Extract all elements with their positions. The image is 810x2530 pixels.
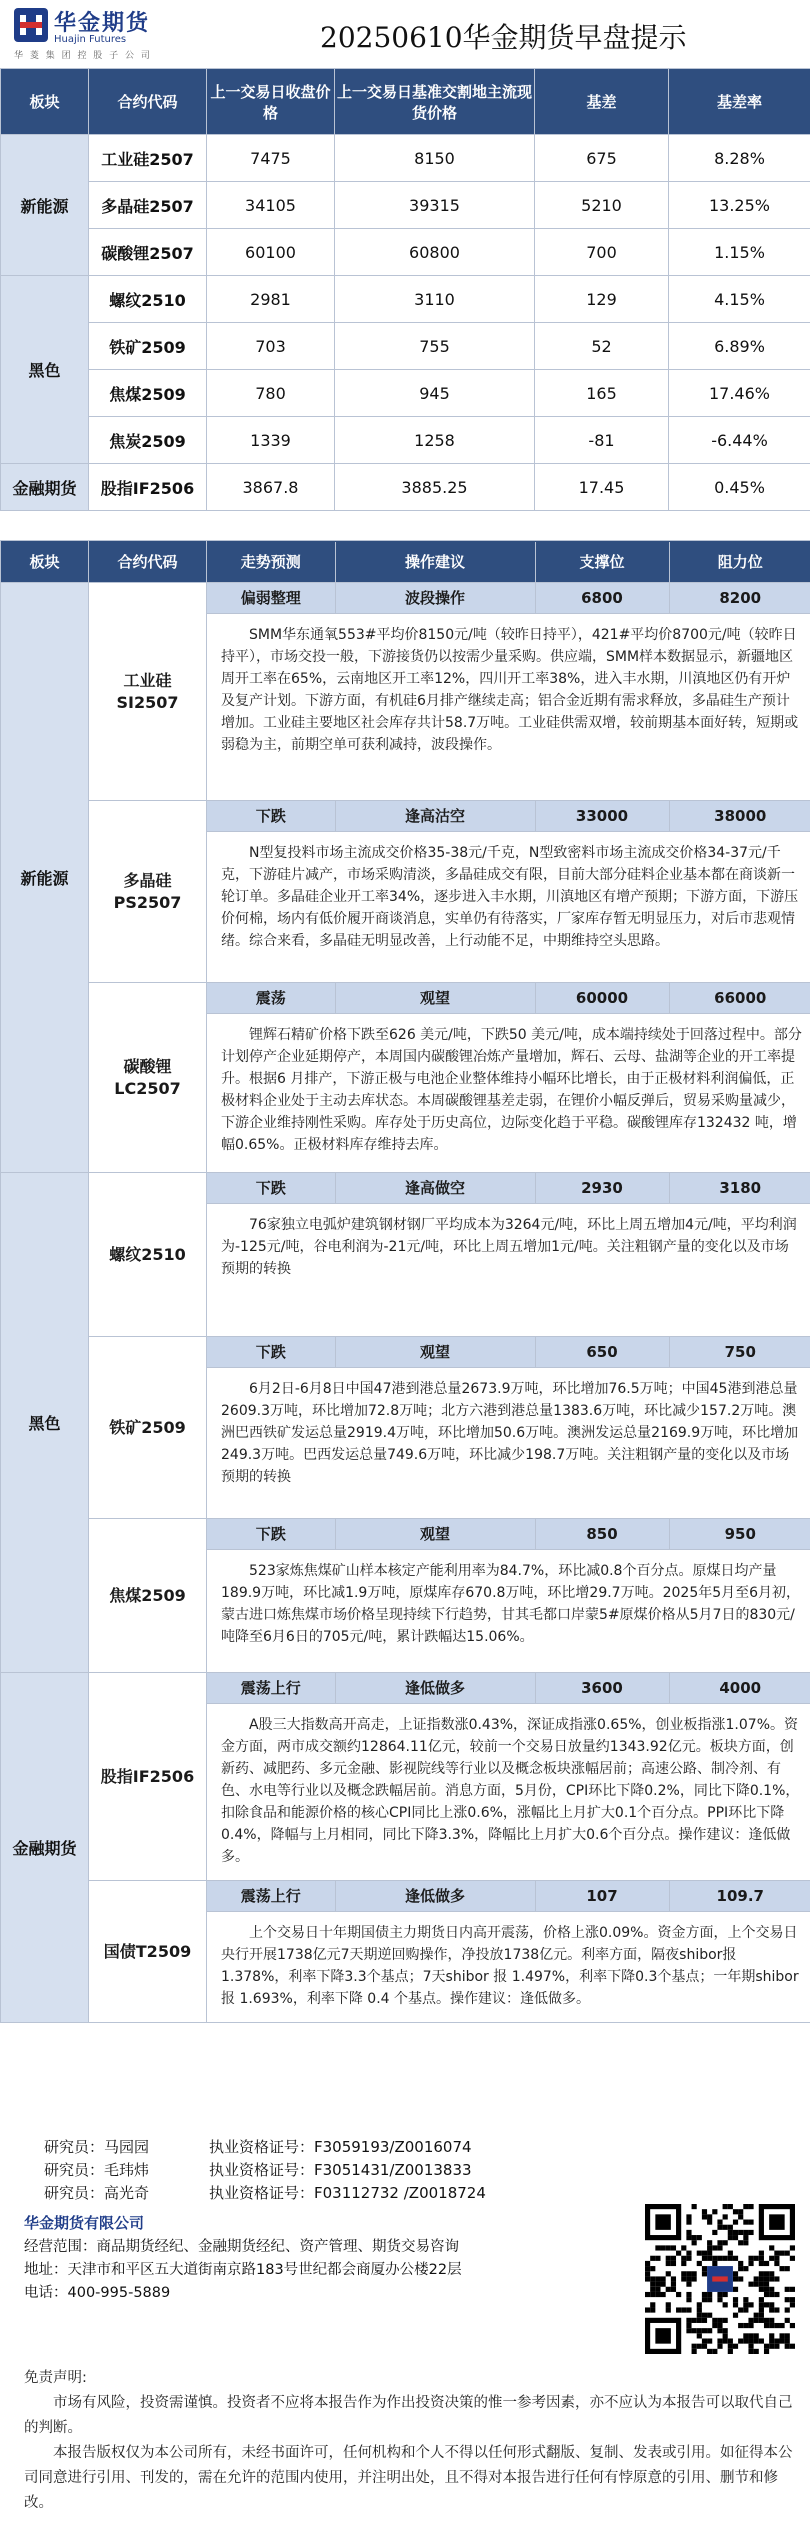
strategy-detail	[207, 1337, 810, 1519]
support-level: 107	[535, 1881, 669, 1911]
resistance-level: 750	[669, 1337, 810, 1367]
operation-advice: 逢高沽空	[335, 801, 535, 831]
contract-name: 工业硅	[123, 670, 172, 690]
operation-advice: 观望	[335, 983, 535, 1013]
spot-price: 60800	[335, 229, 535, 276]
basis-rate: 0.45%	[669, 464, 810, 511]
basis-value: 675	[535, 135, 669, 182]
basis-row	[1, 276, 810, 323]
contract-code	[89, 801, 207, 983]
disclaimer-paragraph: 市场有风险，投资需谨慎。投资者不应将本报告作为作出投资决策的惟一参考因素，亦不应认为本报告可以取代自己的判断。	[24, 2395, 793, 2436]
close-price: 703	[207, 323, 335, 370]
contract-code: 碳酸锂2507	[89, 229, 207, 276]
trend-forecast: 震荡上行	[207, 1673, 335, 1703]
contract-name: 国债T2509	[103, 1941, 192, 1961]
resistance-level: 950	[669, 1519, 810, 1549]
contract-code	[89, 1173, 207, 1337]
strategy-metrics	[207, 1673, 810, 1704]
market-commentary: SMM华东通氧553#平均价8150元/吨（较昨日持平），421#平均价8700元/吨（较昨日持平），市场交投一般，下游接货仍以按需少量采购。供应端，SMM样本数据显示，新疆地区周开工率在65%，云南地区开工率12%，四川开工率38%，进入丰水期，川滇地区仍有开炉及复产计划。下游方面，有机硅6月排产继续走高；铝合金近期有需求释放，多晶硅生产预计增加。工业硅主要地区社会库存共计58.7万吨。工业硅供需双增，较前期基本面好转，短期或弱稳为主，前期空单可获利减持，波段操作。	[221, 626, 799, 753]
analyst-name: 研究员：毛玮炜	[44, 2161, 150, 2179]
firm-phone: 电话：400-995-5889	[24, 2285, 171, 2301]
strategy-metrics	[207, 1173, 810, 1204]
strategy-row	[1, 983, 810, 1173]
sector-label: 黑色	[1, 1173, 89, 1673]
sector-label: 金融期货	[1, 464, 89, 511]
strategy-metrics	[207, 1519, 810, 1550]
trend-forecast: 偏弱整理	[207, 583, 335, 613]
firm-name: 华金期货有限公司	[24, 2214, 145, 2232]
contract-symbol: PS2507	[113, 892, 182, 912]
basis-value: 5210	[535, 182, 669, 229]
contract-code	[89, 1337, 207, 1519]
trend-forecast: 下跌	[207, 1337, 335, 1367]
basis-header-row	[1, 69, 810, 135]
resistance-level: 4000	[669, 1673, 810, 1703]
market-commentary: 523家炼焦煤矿山样本核定产能利用率为84.7%，环比减0.8个百分点。原煤日均产量189.9万吨，环比减1.9万吨，原煤库存670.8万吨，环比增29.7万吨。2025年5月至6月初，蒙古进口炼焦煤市场价格呈现持续下行趋势，甘其毛都口岸蒙5#原煤价格从5月7日的830元/吨降至6月6日的705元/吨，累计跌幅达15.06%。	[221, 1562, 801, 1645]
operation-advice: 观望	[335, 1337, 535, 1367]
spot-price: 755	[335, 323, 535, 370]
strategy-row	[1, 1519, 810, 1673]
spot-price: 39315	[335, 182, 535, 229]
support-level: 3600	[535, 1673, 669, 1703]
basis-row	[1, 370, 810, 417]
sector-label: 黑色	[1, 276, 89, 464]
trend-forecast: 震荡	[207, 983, 335, 1013]
resistance-level: 38000	[669, 801, 810, 831]
strategy-detail	[207, 983, 810, 1173]
operation-advice: 观望	[335, 1519, 535, 1549]
analyst-name: 研究员：高光奇	[44, 2184, 150, 2202]
contract-code: 股指IF2506	[89, 464, 207, 511]
basis-rate: 4.15%	[669, 276, 810, 323]
strategy-header-inner	[207, 542, 810, 582]
disclaimer	[24, 2366, 794, 2516]
logo-english-name: Huajin Futures	[54, 34, 127, 45]
support-level: 850	[535, 1519, 669, 1549]
trend-forecast: 下跌	[207, 1519, 335, 1549]
spot-price: 8150	[335, 135, 535, 182]
market-commentary: 76家独立电弧炉建筑钢材钢厂平均成本为3264元/吨，环比上周五增加4元/吨，平均利润为-125元/吨，谷电利润为-21元/吨，环比上周五增加1元/吨。关注粗钢产量的变化以及市场预期的转换	[221, 1216, 797, 1277]
contract-code: 焦炭2509	[89, 417, 207, 464]
basis-row	[1, 464, 810, 511]
market-commentary: N型复投料市场主流成交价格35-38元/千克，N型致密料市场主流成交价格34-37元/千克，下游硅片减产，市场采购清淡，多晶硅成交有限，目前大部分硅料企业基本都在商谈新一轮订单。多晶硅企业开工率34%，逐步进入丰水期，川滇地区有增产预期；下游方面，下游压价何棉，场内有低价履开商谈消息，实单仍有待落实，厂家库存暂无明显压力，对后市悲观情绪。综合来看，多晶硅无明显改善，上行动能不足，中期维持空头思路。	[221, 844, 799, 949]
support-level: 650	[535, 1337, 669, 1367]
contract-name: 螺纹2510	[109, 1244, 186, 1264]
strategy-table	[0, 540, 810, 2023]
spot-price: 1258	[335, 417, 535, 464]
basis-table	[0, 68, 810, 511]
basis-rate: 13.25%	[669, 182, 810, 229]
strategy-metrics	[207, 1881, 810, 1912]
basis-value: 17.45	[535, 464, 669, 511]
disclaimer-title: 免责声明:	[24, 2370, 87, 2386]
header-close-price: 上一交易日收盘价格	[207, 69, 335, 135]
header-sector: 板块	[1, 69, 89, 135]
header-resistance: 阻力位	[669, 542, 810, 582]
contract-code	[89, 1673, 207, 1881]
trend-forecast: 下跌	[207, 1173, 335, 1203]
contract-symbol: SI2507	[116, 692, 179, 712]
contract-code: 螺纹2510	[89, 276, 207, 323]
strategy-detail	[207, 1881, 810, 2023]
resistance-level: 109.7	[669, 1881, 810, 1911]
trend-forecast: 震荡上行	[207, 1881, 335, 1911]
basis-rate: 17.46%	[669, 370, 810, 417]
basis-rate: 1.15%	[669, 229, 810, 276]
strategy-metrics	[207, 801, 810, 832]
firm-address: 地址：天津市和平区五大道街南京路183号世纪都会商厦办公楼22层	[24, 2262, 462, 2278]
contract-name: 铁矿2509	[109, 1417, 186, 1437]
operation-advice: 逢低做多	[335, 1881, 535, 1911]
contract-name: 焦煤2509	[109, 1585, 186, 1605]
sector-label: 金融期货	[1, 1673, 89, 2023]
company-logo	[14, 6, 224, 62]
header-trend: 走势预测	[240, 553, 301, 571]
strategy-detail	[207, 1519, 810, 1673]
resistance-level: 3180	[669, 1173, 810, 1203]
strategy-row	[1, 1173, 810, 1337]
resistance-level: 66000	[669, 983, 810, 1013]
spot-price: 3885.25	[335, 464, 535, 511]
header-contract-code: 合约代码	[89, 541, 207, 583]
basis-rate: 6.89%	[669, 323, 810, 370]
basis-rate: -6.44%	[669, 417, 810, 464]
report-header	[0, 0, 810, 68]
operation-advice: 逢高做空	[335, 1173, 535, 1203]
qr-code-icon[interactable]	[645, 2204, 795, 2354]
header-support: 支撑位	[535, 542, 669, 582]
contract-name: 股指IF2506	[100, 1766, 195, 1786]
analyst-row	[44, 2136, 486, 2159]
support-level: 60000	[535, 983, 669, 1013]
basis-row	[1, 323, 810, 370]
contract-name: 多晶硅	[123, 870, 172, 890]
close-price: 60100	[207, 229, 335, 276]
header-advice: 操作建议	[335, 542, 535, 582]
strategy-detail	[207, 801, 810, 983]
contract-code: 焦煤2509	[89, 370, 207, 417]
logo-chinese-name: 华金期货	[54, 11, 151, 36]
header-sector: 板块	[1, 541, 89, 583]
logo-subtitle: 华 菱 集 团 控 股 子 公 司	[14, 51, 152, 61]
market-commentary: A股三大指数高开高走，上证指数涨0.43%，深证成指涨0.65%，创业板指涨1.07%。资金方面，两市成交额约12864.11亿元，较前一个交易日放量约1343.92亿元。板块方面，创新药、减肥药、多元金融、影视院线等行业以及概念板块涨幅居前；高速公路、制冷剂、有色、水电等行业以及概念跌幅居前。消息方面，5月份，CPI环比下降0.2%，同比下降0.1%，扣除食品和能源价格的核心CPI同比上涨0.6%，涨幅比上月扩大0.1个百分点。PPI环比下降0.4%，降幅与上月相同，同比下降3.3%，降幅比上月扩大0.6个百分点。操作建议：逢低做多。	[221, 1716, 800, 1865]
close-price: 2981	[207, 276, 335, 323]
strategy-row	[1, 1337, 810, 1519]
strategy-detail	[207, 583, 810, 801]
strategy-row	[1, 1881, 810, 2023]
strategy-row	[1, 1673, 810, 1881]
basis-value: 52	[535, 323, 669, 370]
resistance-level: 8200	[669, 583, 810, 613]
strategy-detail	[207, 1173, 810, 1337]
close-price: 7475	[207, 135, 335, 182]
report-title: 20250610华金期货早盘提示	[320, 21, 687, 54]
support-level: 6800	[535, 583, 669, 613]
contract-code	[89, 1519, 207, 1673]
close-price: 34105	[207, 182, 335, 229]
market-commentary: 6月2日-6月8日中国47港到港总量2673.9万吨，环比增加76.5万吨；中国45港到港总量2609.3万吨，环比增加72.8万吨；北方六港到港总量1383.6万吨，环比减少157.2万吨。澳洲巴西铁矿发运总量2919.4万吨，环比增加50.6万吨。澳洲发运总量2169.9万吨，环比增加249.3万吨。巴西发运总量749.6万吨，环比减少198.7万吨。关注粗钢产量的变化以及市场预期的转换	[221, 1380, 799, 1485]
strategy-metrics	[207, 983, 810, 1014]
basis-value: 129	[535, 276, 669, 323]
contract-code: 工业硅2507	[89, 135, 207, 182]
header-strategy-group	[207, 541, 810, 583]
analyst-cert: 执业资格证号：F3051431/Z0013833	[209, 2161, 472, 2179]
basis-rate: 8.28%	[669, 135, 810, 182]
header-basis: 基差	[535, 69, 669, 135]
basis-row	[1, 182, 810, 229]
contract-code	[89, 1881, 207, 2023]
huajin-logo-icon	[14, 8, 48, 42]
contract-code: 多晶硅2507	[89, 182, 207, 229]
analyst-cert: 执业资格证号：F03112732 /Z0018724	[209, 2184, 486, 2202]
sector-label: 新能源	[1, 583, 89, 1173]
analyst-list	[44, 2136, 486, 2205]
market-commentary: 锂辉石精矿价格下跌至626 美元/吨，下跌50 美元/吨，成本端持续处于回落过程中。部分计划停产企业延期停产，本周国内碳酸锂冶炼产量增加，辉石、云母、盐湖等企业的开工率提升。根据6 月排产，下游正极与电池企业整体维持小幅环比增长，由于正极材料利润偏低，正极材料企业处于主动去库状态。本周碳酸锂基差走弱，在锂价小幅反弹后，贸易采购量减少，下游企业维持刚性采购。库存处于历史高位，边际变化趋于平稳。碳酸锂库存132432 吨，增幅0.65%。正极材料库存维持去库。	[221, 1026, 802, 1153]
contract-code	[89, 983, 207, 1173]
contract-symbol: LC2507	[114, 1078, 181, 1098]
close-price: 780	[207, 370, 335, 417]
market-commentary: 上个交易日十年期国债主力期货日内高开震荡，价格上涨0.09%。资金方面，上个交易日央行开展1738亿元7天期逆回购操作，净投放1738亿元。利率方面，隔夜shibor报1.378%，利率下降3.3个基点；7天shibor 报 1.497%，利率下降0.3个基点；一年期shibor报 1.693%，利率下降 0.4 个基点。操作建议：逢低做多。	[221, 1924, 799, 2007]
spot-price: 3110	[335, 276, 535, 323]
business-scope: 经营范围：商品期货经纪、金融期货经纪、资产管理、期货交易咨询	[24, 2239, 459, 2255]
close-price: 1339	[207, 417, 335, 464]
analyst-row	[44, 2159, 486, 2182]
strategy-row	[1, 801, 810, 983]
sector-label: 新能源	[1, 135, 89, 276]
trend-forecast: 下跌	[207, 801, 335, 831]
spot-price: 945	[335, 370, 535, 417]
contract-code	[89, 583, 207, 801]
strategy-detail	[207, 1673, 810, 1881]
contract-name: 碳酸锂	[123, 1056, 172, 1076]
basis-row	[1, 417, 810, 464]
close-price: 3867.8	[207, 464, 335, 511]
contract-code: 铁矿2509	[89, 323, 207, 370]
strategy-row	[1, 583, 810, 801]
support-level: 33000	[535, 801, 669, 831]
firm-info	[24, 2236, 624, 2305]
basis-row	[1, 229, 810, 276]
strategy-metrics	[207, 1337, 810, 1368]
basis-value: 165	[535, 370, 669, 417]
header-contract-code: 合约代码	[89, 69, 207, 135]
basis-row	[1, 135, 810, 182]
report-footer	[0, 2130, 810, 2530]
support-level: 2930	[535, 1173, 669, 1203]
header-spot-price: 上一交易日基准交割地主流现货价格	[335, 69, 535, 135]
operation-advice: 逢低做多	[335, 1673, 535, 1703]
strategy-metrics	[207, 583, 810, 614]
basis-value: 700	[535, 229, 669, 276]
strategy-header-row	[1, 541, 810, 583]
basis-value: -81	[535, 417, 669, 464]
analyst-row	[44, 2182, 486, 2205]
analyst-name: 研究员：马园园	[44, 2138, 150, 2156]
analyst-cert: 执业资格证号：F3059193/Z0016074	[209, 2138, 472, 2156]
disclaimer-paragraph: 本报告版权仅为本公司所有，未经书面许可，任何机构和个人不得以任何形式翻版、复制、发表或引用。如征得本公司同意进行引用、刊发的，需在允许的范围内使用，并注明出处，且不得对本报告进行任何有悖原意的引用、删节和修改。	[24, 2445, 793, 2511]
operation-advice: 波段操作	[335, 583, 535, 613]
header-basis-rate: 基差率	[669, 69, 810, 135]
